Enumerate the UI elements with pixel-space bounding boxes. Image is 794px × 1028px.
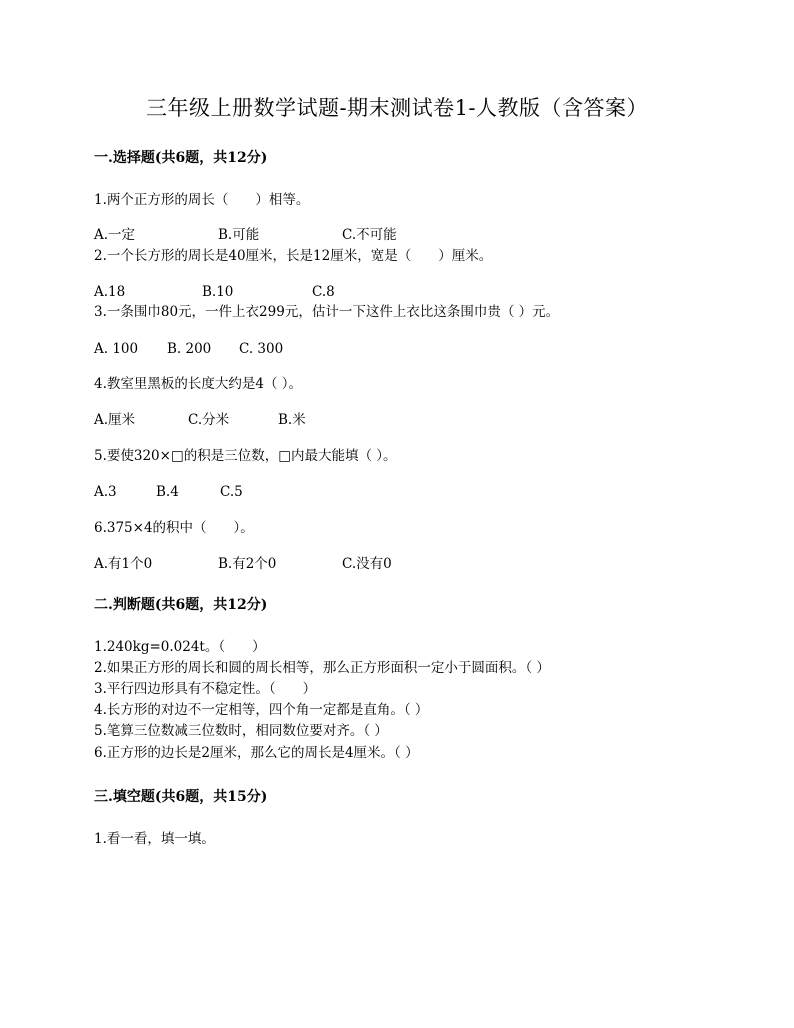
option-c: C.8: [312, 284, 335, 300]
option-b: B.可能: [218, 227, 260, 243]
question-text: 3.一条围巾80元，一件上衣299元，估计一下这件上衣比这条围巾贵（ ）元。: [94, 304, 560, 320]
option-c: C.没有0: [342, 556, 392, 572]
option-a: A.厘米: [94, 412, 136, 428]
option-b: C.分米: [188, 412, 230, 428]
option-c: C.不可能: [342, 227, 397, 243]
option-b: B.有2个0: [218, 556, 277, 572]
option-a: A.一定: [94, 227, 136, 243]
option-a: A.18: [94, 284, 126, 300]
option-b: B.10: [202, 284, 234, 300]
statement-item: 6.正方形的边长是2厘米，那么它的周长是4厘米。（ ）: [94, 745, 419, 761]
option-b: B. 200: [167, 341, 212, 357]
question-text: 2.一个长方形的周长是40厘米，长是12厘米，宽是（ ）厘米。: [94, 248, 493, 264]
question-text: 1.两个正方形的周长（ ）相等。: [94, 192, 310, 208]
option-c: C. 300: [239, 341, 284, 357]
statement-item: 3.平行四边形具有不稳定性。（ ）: [94, 681, 317, 697]
section-heading-choice: 一.选择题(共6题，共12分): [94, 150, 268, 166]
option-a: A.3: [94, 484, 117, 500]
option-c: B.米: [278, 412, 306, 428]
option-a: A. 100: [94, 341, 139, 357]
option-b: B.4: [156, 484, 179, 500]
question-text: 4.教室里黑板的长度大约是4（ ）。: [94, 376, 303, 392]
section-heading-fill-blank: 三.填空题(共6题，共15分): [94, 789, 268, 805]
statement-item: 4.长方形的对边不一定相等，四个角一定都是直角。（ ）: [94, 702, 429, 718]
statement-item: 1.240kg=0.024t。（ ）: [94, 639, 266, 655]
question-text: 1.看一看，填一填。: [94, 831, 215, 847]
question-text: 6.375×4的积中（ ）。: [94, 520, 254, 536]
option-c: C.5: [220, 484, 243, 500]
section-heading-judgement: 二.判断题(共6题，共12分): [94, 597, 268, 613]
page-title: 三年级上册数学试题-期末测试卷1-人教版（含答案）: [145, 96, 649, 120]
statement-item: 5.笔算三位数减三位数时，相同数位要对齐。（ ）: [94, 723, 388, 739]
option-a: A.有1个0: [94, 556, 153, 572]
statement-item: 2.如果正方形的周长和圆的周长相等，那么正方形面积一定小于圆面积。（ ）: [94, 660, 550, 676]
question-text: 5.要使320×□的积是三位数，□内最大能填（ ）。: [94, 448, 397, 464]
